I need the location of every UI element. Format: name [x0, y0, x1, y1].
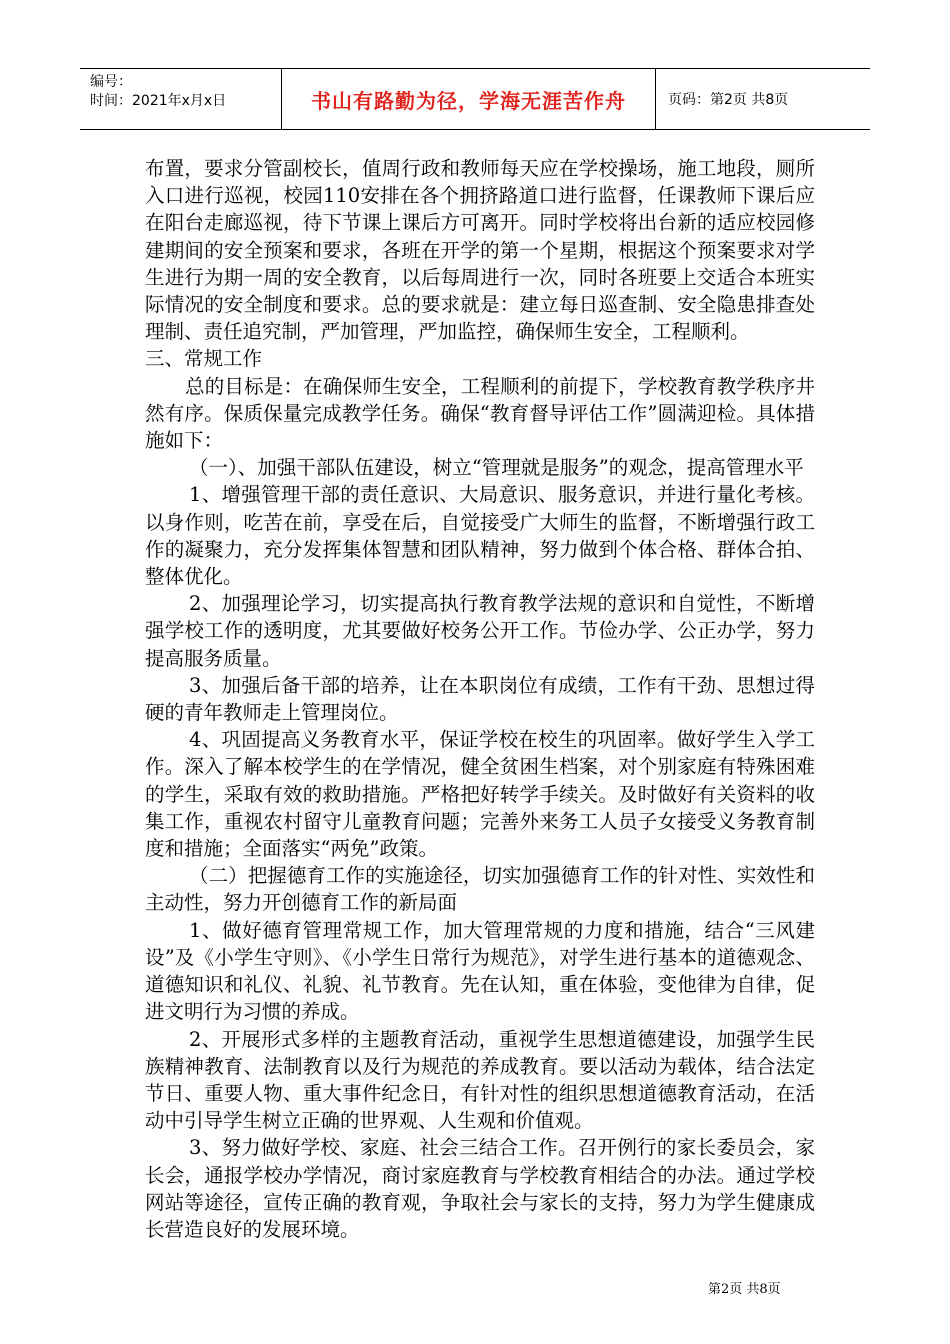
- paragraph: 4、巩固提高义务教育水平，保证学校在校生的巩固率。做好学生入学工作。深入了解本校学生的在学情况，健全贫困生档案，对个别家庭有特殊困难的学生，采取有效的救助措施。严格把好转学手续关。及时做好有关资料的收集工作，重视农村留守儿童教育问题；完善外来务工人员子女接受义务教育制度和措施；全面落实“两免”政策。: [145, 728, 815, 861]
- paragraph: 3、努力做好学校、家庭、社会三结合工作。召开例行的家长委员会，家长会，通报学校办学情况，商讨家庭教育与学校教育相结合的办法。通过学校网站等途径，宣传正确的教育观，争取社会与家长的支持，努力为学生健康成长营造良好的发展环境。: [145, 1136, 815, 1241]
- paragraph: 布置，要求分管副校长，值周行政和教师每天应在学校操场，施工地段，厕所入口进行巡视，校园110安排在各个拥挤路道口进行监督，任课教师下课后应在阳台走廊巡视，待下节课上课后方可离开。同时学校将出台新的适应校园修建期间的安全预案和要求，各班在开学的第一个星期，根据这个预案要求对学生进行为期一周的安全教育，以后每周进行一次，同时各班要上交适合本班实际情况的安全制度和要求。总的要求就是：建立每日巡查制、安全隐患排查处理制、责任追究制，严加管理，严加监控，确保师生安全，工程顺利。: [145, 157, 815, 344]
- subsection-heading: （二）把握德育工作的实施途径，切实加强德育工作的针对性、实效性和主动性，努力开创德育工作的新局面: [145, 864, 815, 915]
- header-page-info: 页码：第2页 共8页: [668, 92, 789, 108]
- page-footer: 第2页 共8页: [708, 1282, 781, 1297]
- paragraph: 1、增强管理干部的责任意识、大局意识、服务意识，并进行量化考核。以身作则，吃苦在前，享受在后，自觉接受广大师生的监督，不断增强行政工作的凝聚力，充分发挥集体智慧和团队精神，努力做到个体合格、群体合拍、整体优化。: [145, 483, 815, 589]
- subsection-heading: （一）、加强干部队伍建设，树立“管理就是服务”的观念，提高管理水平: [189, 456, 804, 480]
- document-time: 时间：2021年x月x日: [90, 93, 227, 109]
- header-meta: [80, 69, 282, 129]
- section-heading: 三、常规工作: [145, 347, 263, 371]
- paragraph: 2、加强理论学习，切实提高执行教育教学法规的意识和自觉性，不断增强学校工作的透明度，尤其要做好校务公开工作。节俭办学、公正办学，努力提高服务质量。: [145, 592, 815, 670]
- document-number-label: 编号：: [90, 74, 132, 90]
- page-header: [80, 68, 870, 130]
- paragraph: 总的目标是：在确保师生安全，工程顺利的前提下，学校教育教学秩序井然有序。保质保量完成教学任务。确保“教育督导评估工作”圆满迎检。具体措施如下：: [145, 374, 815, 453]
- paragraph: 2、开展形式多样的主题教育活动，重视学生思想道德建设，加强学生民族精神教育、法制教育以及行为规范的养成教育。要以活动为载体，结合法定节日、重要人物、重大事件纪念日，有针对性的组织思想道德教育活动，在活动中引导学生树立正确的世界观、人生观和价值观。: [145, 1027, 815, 1133]
- paragraph: 3、加强后备干部的培养，让在本职岗位有成绩，工作有干劲、思想过得硬的青年教师走上管理岗位。: [145, 673, 815, 725]
- paragraph: 1、做好德育管理常规工作，加大管理常规的力度和措施，结合“三风建设”及《小学生守则》、《小学生日常行为规范》，对学生进行基本的道德观念、道德知识和礼仪、礼貌、礼节教育。先在认知，重在体验，变他律为自律，促进文明行为习惯的养成。: [145, 918, 815, 1024]
- document-body: [145, 155, 815, 1243]
- header-motto: 书山有路勤为径，学海无涯苦作舟: [282, 69, 656, 129]
